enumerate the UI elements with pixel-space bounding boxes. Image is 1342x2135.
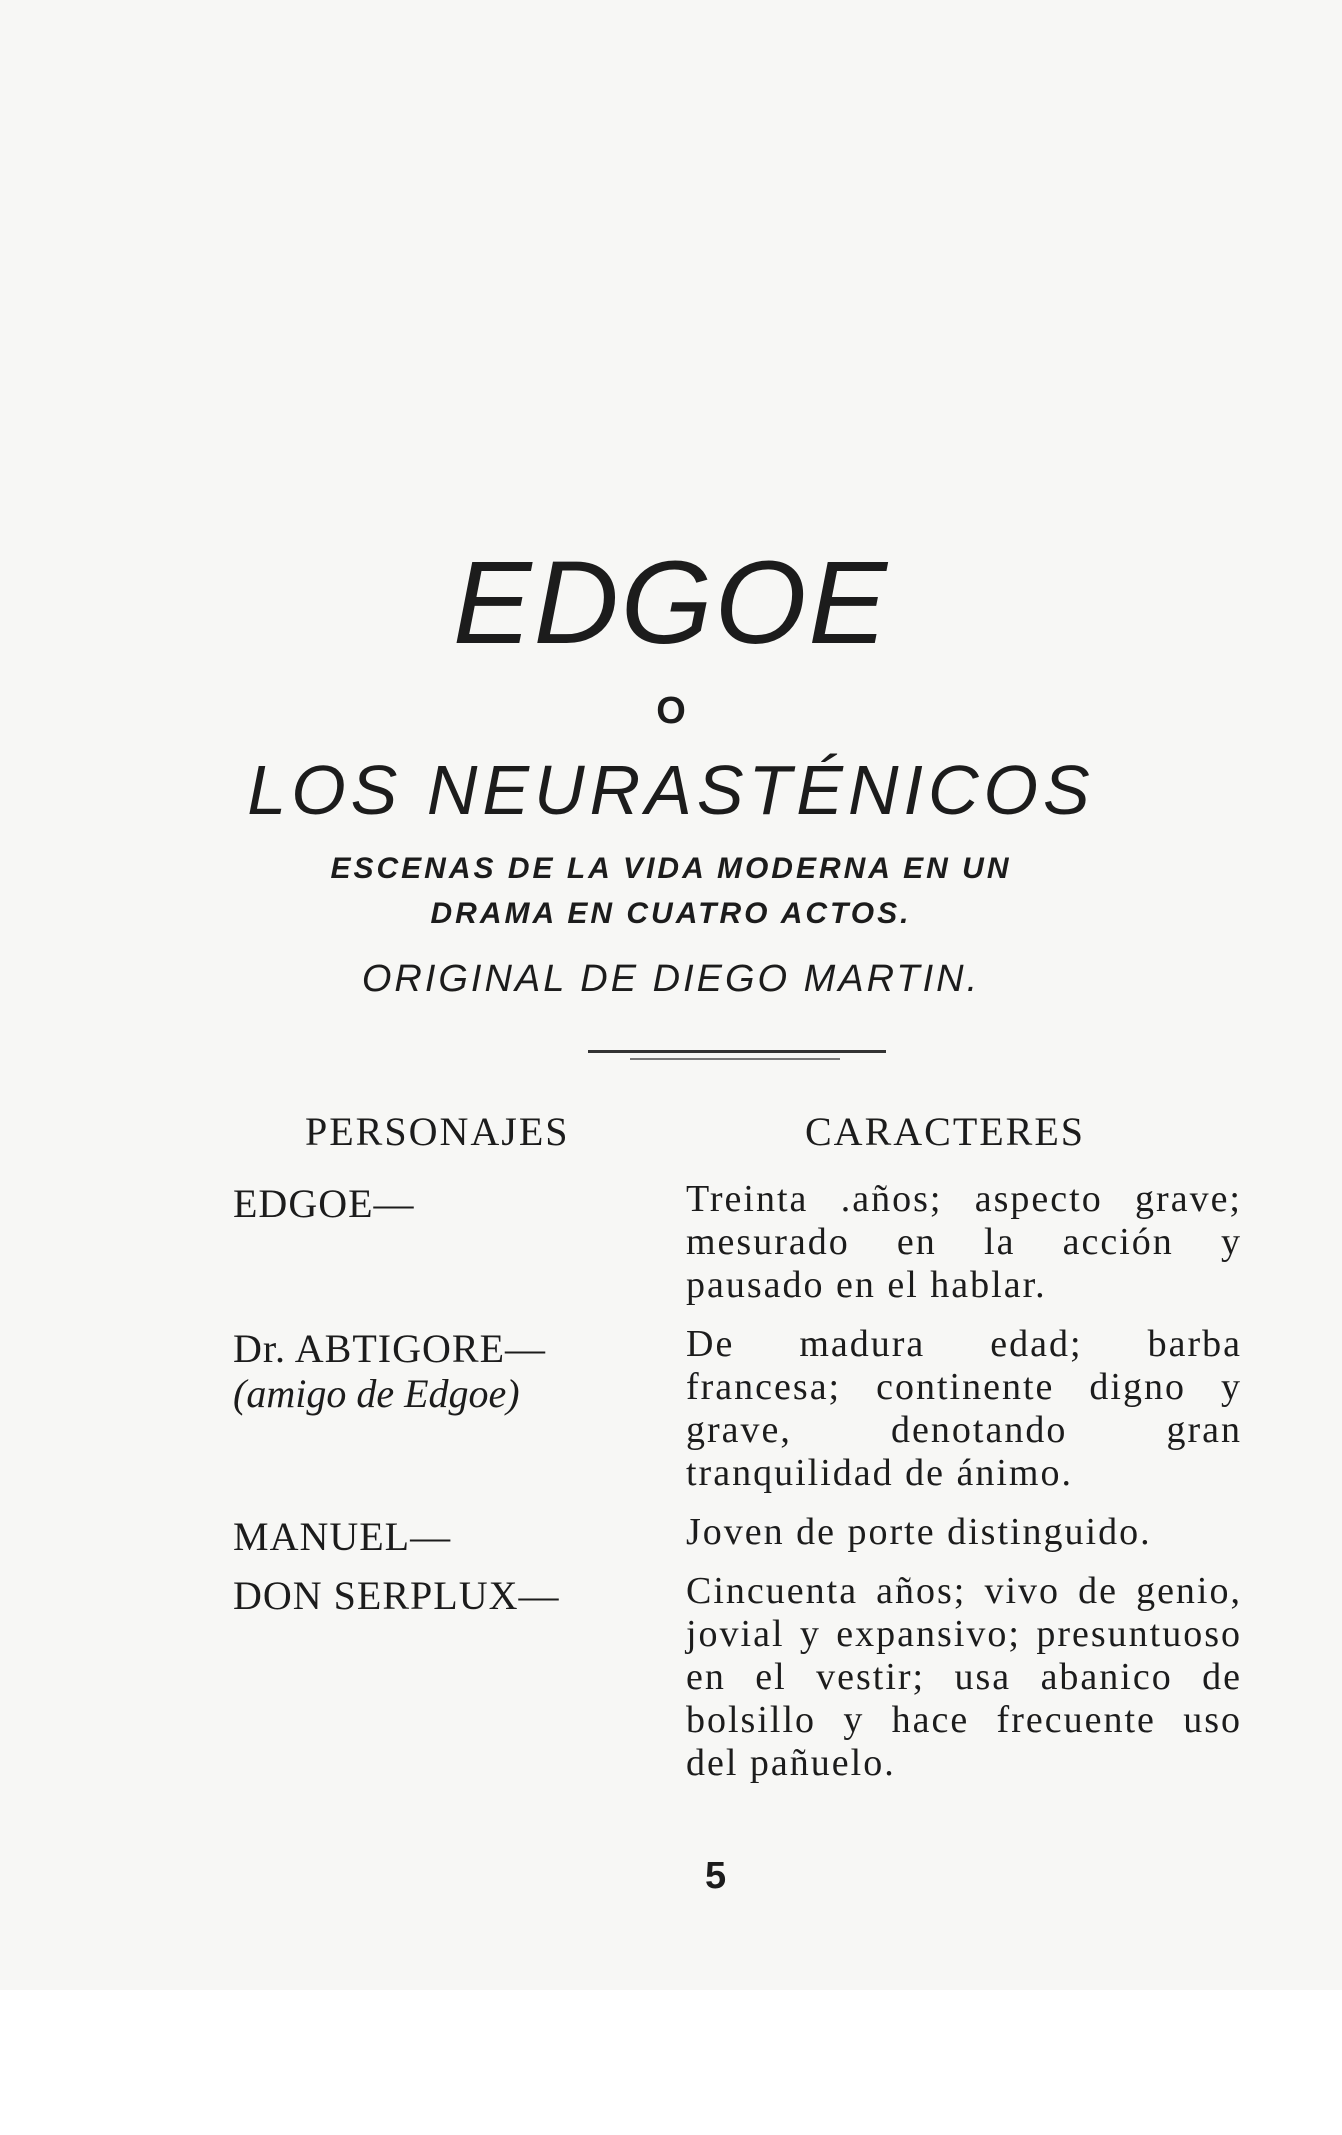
page-number: 5 — [705, 1855, 727, 1897]
character-description: Treinta .años; aspecto grave; mesurado en la acción y pausado en el hablar. — [686, 1178, 1242, 1306]
divider-rule-underline — [630, 1058, 840, 1060]
character-description: Cincuenta años; vivo de genio, jovial y expansivo; presuntuoso en el vestir; usa abanico de bolsillo y hace frecuente uso del pañuelo. — [686, 1570, 1242, 1784]
character-name: EDGOE— — [233, 1181, 415, 1226]
author-line: ORIGINAL DE DIEGO MARTIN. — [361, 958, 981, 1000]
character-description: De madura edad; barba francesa; continente digno y grave, denotando gran tranquilidad de ánimo. — [686, 1323, 1242, 1494]
personajes-header: PERSONAJES — [305, 1109, 570, 1154]
character-name: Dr. ABTIGORE— — [233, 1326, 546, 1371]
title-conjunction: O — [656, 690, 686, 732]
character-note: (amigo de Edgoe) — [233, 1371, 520, 1416]
divider-rule — [588, 1050, 886, 1053]
play-title: EDGOE — [452, 537, 890, 669]
character-description: Joven de porte distinguido. — [686, 1511, 1152, 1553]
play-subtitle: LOS NEURASTÉNICOS — [247, 751, 1095, 829]
character-name: MANUEL— — [233, 1514, 452, 1559]
caracteres-header: CARACTERES — [805, 1109, 1086, 1154]
character-name: DON SERPLUX— — [233, 1573, 560, 1618]
description-line-1: ESCENAS DE LA VIDA MODERNA EN UN — [330, 852, 1012, 885]
page-bottom-margin — [0, 1990, 1342, 2135]
description-line-2: DRAMA EN CUATRO ACTOS. — [430, 897, 912, 930]
